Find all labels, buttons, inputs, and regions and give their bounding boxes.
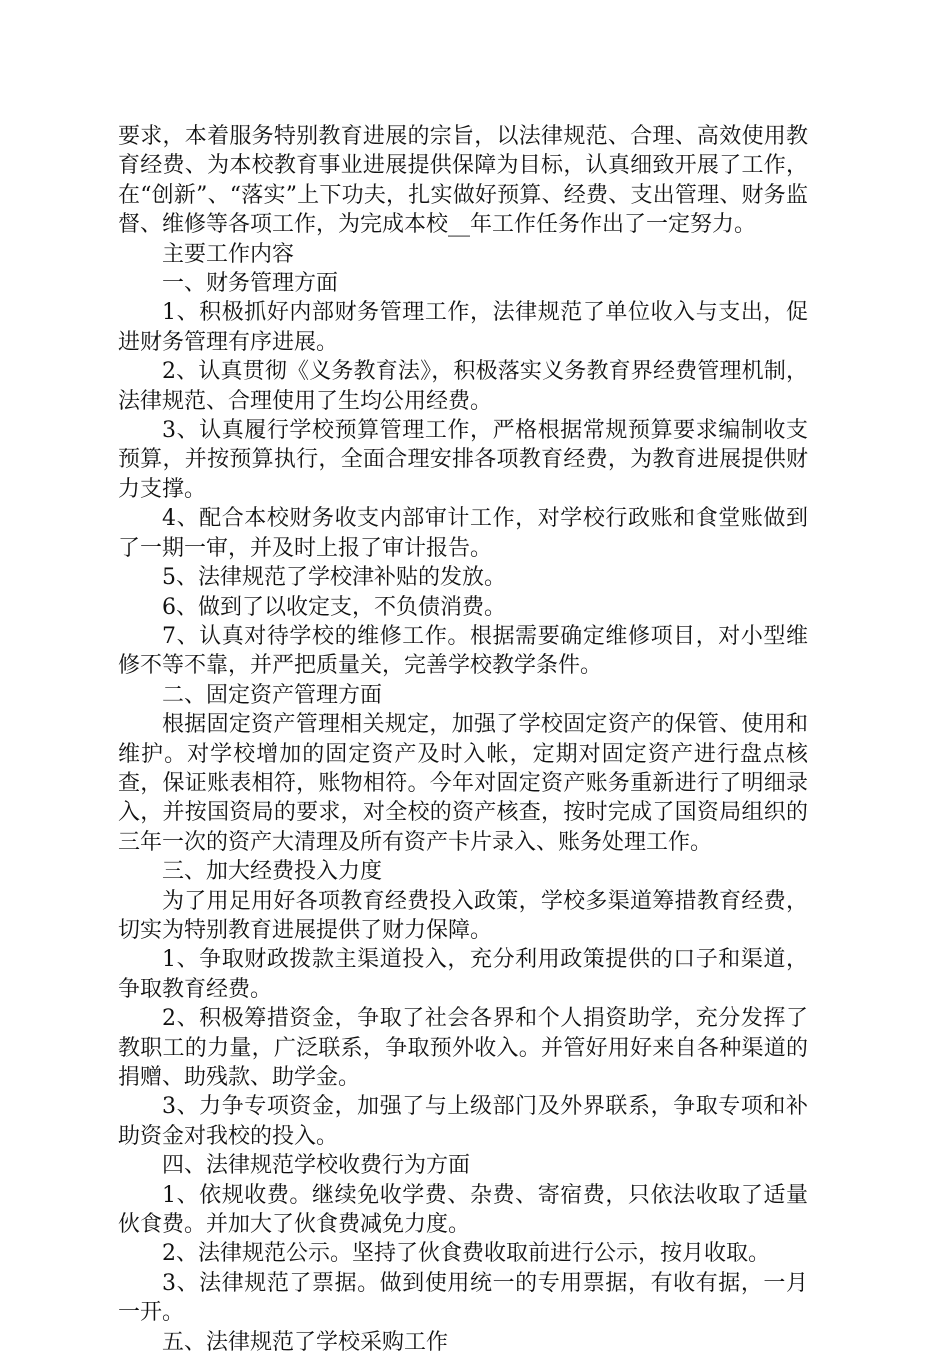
list-item: 4、配合本校财务收支内部审计工作，对学校行政账和食堂账做到了一期一审，并及时上报了审计报告。 [118, 506, 808, 561]
list-item: 2、认真贯彻《义务教育法》，积极落实义务教育界经费管理机制，法律规范、合理使用了生均公用经费。 [118, 359, 808, 414]
list-item: 7、认真对待学校的维修工作。根据需要确定维修项目，对小型维修不等不靠，并严把质量关，完善学校教学条件。 [118, 623, 808, 679]
list-item: 3、认真履行学校预算管理工作，严格根据常规预算要求编制收支预算，并按预算执行，全面合理安排各项教育经费，为教育进展提供财力支撑。 [118, 418, 808, 502]
list-item: 1、积极抓好内部财务管理工作，法律规范了单位收入与支出，促进财务管理有序进展。 [118, 300, 808, 355]
paragraph-funding: 为了用足用好各项教育经费投入政策，学校多渠道筹措教育经费，切实为特别教育进展提供了财力保障。 [118, 888, 808, 943]
heading-main-work: 主要工作内容 [162, 241, 295, 267]
list-item: 1、争取财政拨款主渠道投入，充分利用政策提供的口子和渠道，争取教育经费。 [118, 947, 808, 1002]
section-heading-finance: 一、财务管理方面 [162, 271, 339, 297]
list-item: 3、法律规范了票据。做到使用统一的专用票据，有收有据，一月一开。 [118, 1270, 808, 1326]
list-item: 1、依规收费。继续免收学费、杂费、寄宿费，只依法收取了适量伙食费。并加大了伙食费减免力度。 [118, 1182, 808, 1238]
section-heading-procurement: 五、法律规范了学校采购工作 [162, 1329, 449, 1355]
list-item: 2、积极筹措资金，争取了社会各界和个人捐资助学，充分发挥了教职工的力量，广泛联系，争取预外收入。并管好用好来自各种渠道的捐赠、助残款、助学金。 [118, 1006, 808, 1090]
section-heading-funding: 三、加大经费投入力度 [162, 859, 383, 885]
list-item: 6、做到了以收定支，不负债消费。 [162, 594, 506, 620]
list-item: 5、法律规范了学校津补贴的发放。 [162, 565, 506, 591]
list-item: 2、法律规范公示。坚持了伙食费收取前进行公示，按月收取。 [162, 1241, 770, 1267]
paragraph-fixed-assets: 根据固定资产管理相关规定，加强了学校固定资产的保管、使用和维护。对学校增加的固定资产及时入帐，定期对固定资产进行盘点核查，保证账表相符，账物相符。今年对固定资产账务重新进行了明细录入，并按国资局的要求，对全校的资产核查，按时完成了国资局组织的三年一次的资产大清理及所有资产卡片录入、账务处理工作。 [118, 712, 808, 855]
list-item: 3、力争专项资金，加强了与上级部门及外界联系，争取专项和补助资金对我校的投入。 [118, 1094, 808, 1149]
section-heading-fixed-assets: 二、固定资产管理方面 [162, 682, 383, 708]
document-page [118, 122, 808, 1357]
section-heading-fees: 四、法律规范学校收费行为方面 [162, 1153, 471, 1179]
paragraph-intro: 要求，本着服务特别教育进展的宗旨，以法律规范、合理、高效使用教育经费、为本校教育事业进展提供保障为目标，认真细致开展了工作，在“创新”、“落实”上下功夫，扎实做好预算、经费、支出管理、财务监督、维修等各项工作，为完成本校__年工作任务作出了一定努力。 [118, 124, 808, 238]
